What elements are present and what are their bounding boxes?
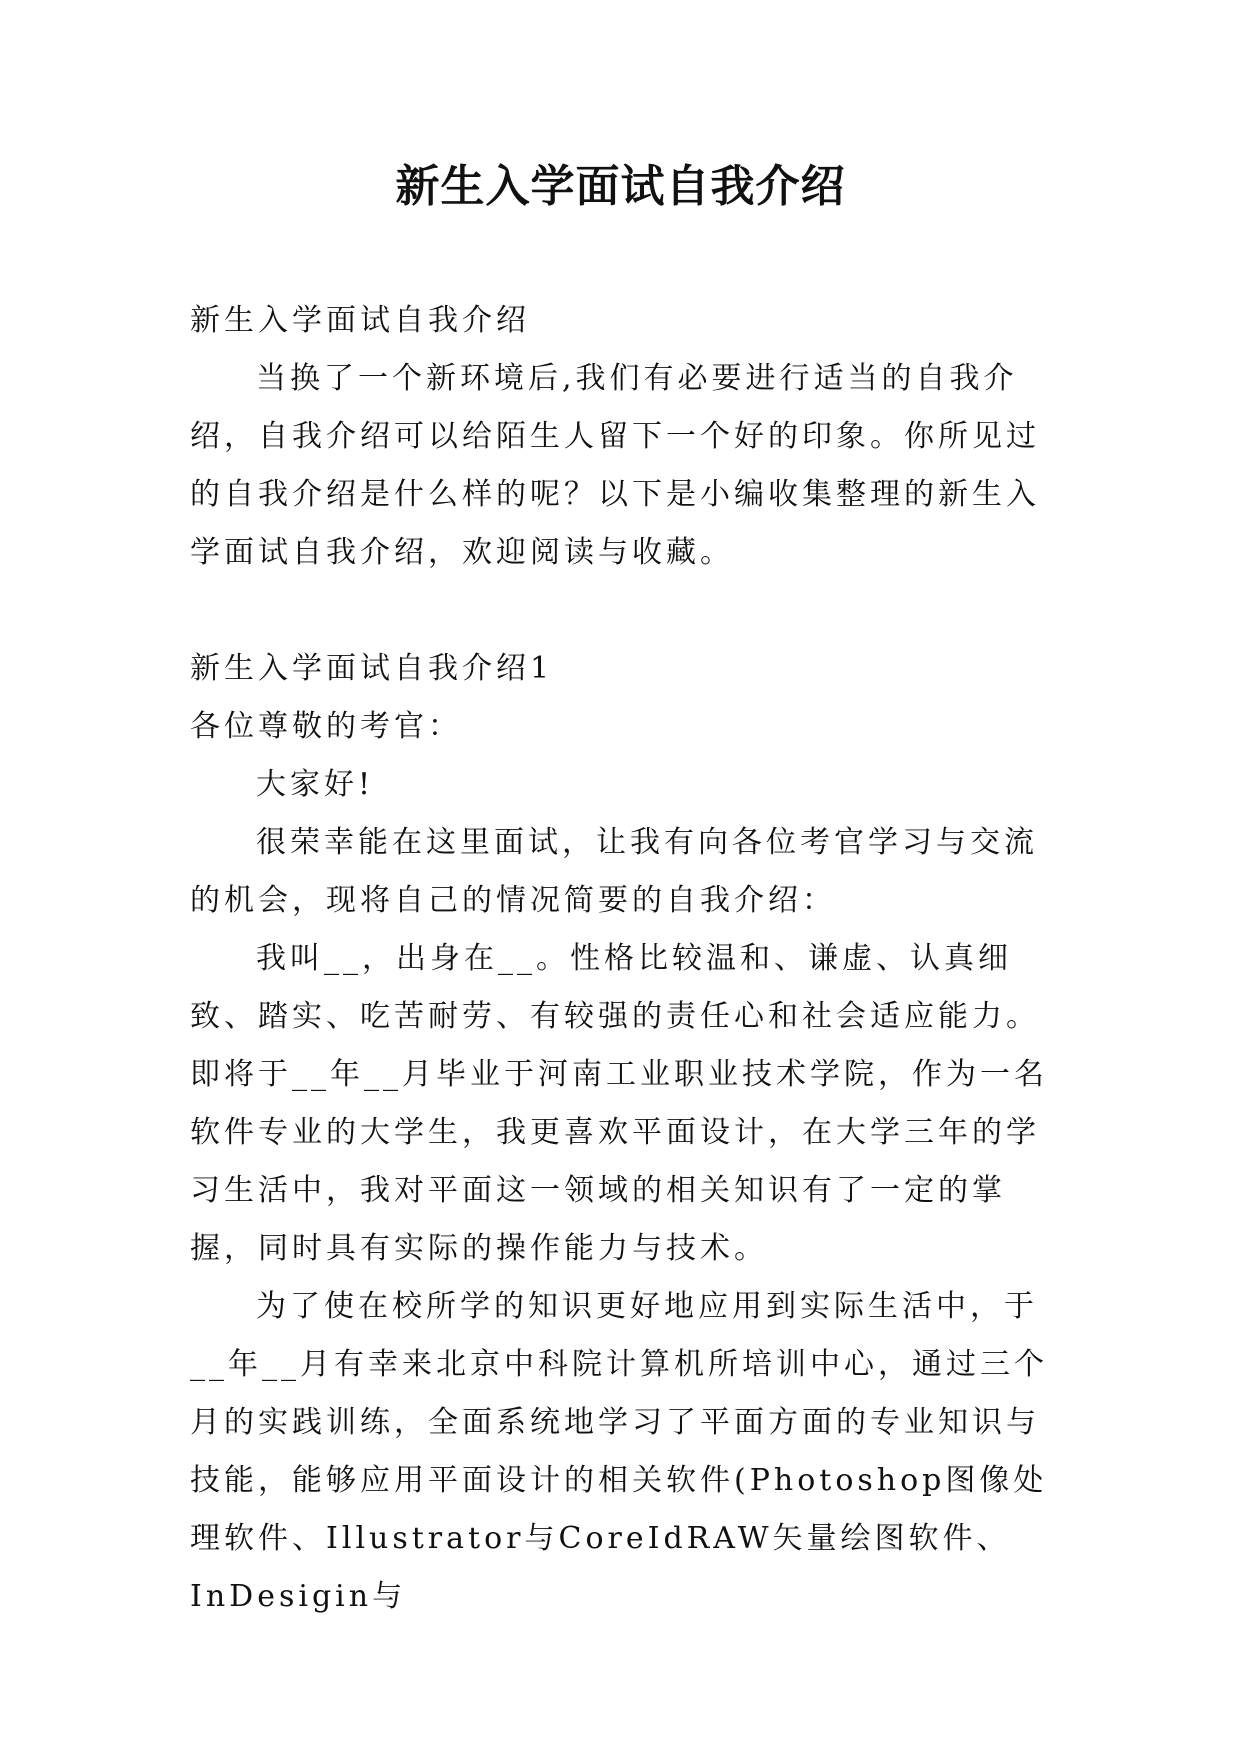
salutation-paragraph: 各位尊敬的考官：: [190, 709, 462, 744]
section-heading: 新生入学面试自我介绍1: [190, 651, 554, 686]
document-body: [190, 292, 1060, 1626]
opening-paragraph: 很荣幸能在这里面试，让我有向各位考官学习与交流的机会，现将自己的情况简要的自我介绍：: [190, 825, 1038, 918]
page-title: 新生入学面试自我介绍: [395, 161, 846, 212]
background-paragraph: 我叫__，出身在__。性格比较温和、谦虚、认真细致、踏实、吃苦耐劳、有较强的责任心和社会适应能力。即将于__年__月毕业于河南工业职业技术学院，作为一名软件专业的大学生，我更喜欢平面设计，在大学三年的学习生活中，我对平面这一领域的相关知识有了一定的掌握，同时具有实际的操作能力与技术。: [190, 941, 1048, 1266]
subtitle-paragraph: 新生入学面试自我介绍: [190, 303, 530, 338]
training-paragraph: 为了使在校所学的知识更好地应用到实际生活中，于__年__月有幸来北京中科院计算机所培训中心，通过三个月的实践训练，全面系统地学习了平面方面的专业知识与技能，能够应用平面设计的相关软件(Photoshop图像处理软件、Illustrator与CoreIdRAW矢量绘图软件、InDesigin与: [190, 1289, 1048, 1614]
greeting-paragraph: 大家好!: [256, 767, 375, 802]
intro-paragraph: 当换了一个新环境后,我们有必要进行适当的自我介绍，自我介绍可以给陌生人留下一个好的印象。你所见过的自我介绍是什么样的呢？以下是小编收集整理的新生入学面试自我介绍，欢迎阅读与收藏。: [190, 361, 1040, 570]
